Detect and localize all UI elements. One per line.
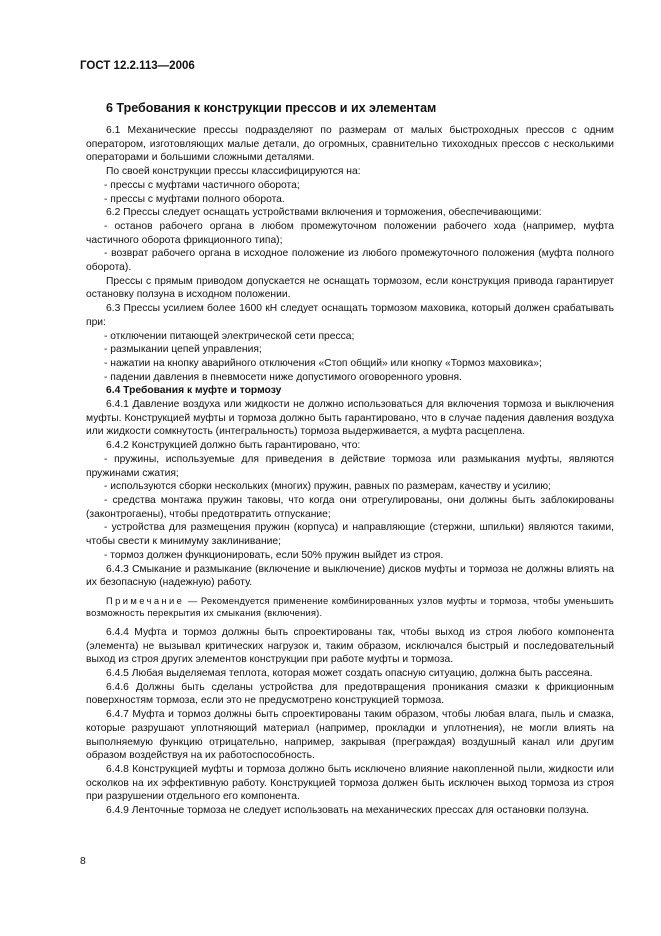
paragraph-6-1: 6.1 Механические прессы подразделяют по размерам от малых быстроходных прессов с одним оператором, изготовляющих малые детали, до огромных, сравнительно тихоходных прессов с несколькими операторами и большими сложными деталями. [86, 125, 614, 164]
subsection-title-6-4: 6.4 Требования к муфте и тормозу [106, 385, 282, 397]
page-number: 8 [80, 856, 86, 867]
paragraph-6-2-direct-drive: Прессы с прямым приводом допускается не оснащать тормозом, если конструкция привода гарантирует остановку ползуна в исходном положении. [86, 275, 614, 301]
note-text: — Рекомендуется применение комбинированных узлов муфты и тормоза, чтобы уменьшить возможность перекрытия их смыкания (включения). [86, 594, 614, 619]
list-item: - средства монтажа пружин таковы, что когда они отрегулированы, они должны быть заблокированы (законтрогаены), чтобы предотвратить отпускание; [86, 494, 614, 520]
section-title: 6 Требования к конструкции прессов и их элементам [106, 101, 437, 115]
document-header: ГОСТ 12.2.113—2006 [80, 60, 195, 72]
paragraph-6-4-7: 6.4.7 Муфта и тормоз должны быть спроектированы таким образом, чтобы любая влага, пыль и смазка, которые разрушают уплотняющий материал (например, прокладки и уплотнения), не могли влиять на выполняемую функцию отрицательно, например, закрывая (преграждая) воздушный канал или другим образом воздействуя на их работоспособность. [86, 709, 614, 762]
paragraph-6-4-2: 6.4.2 Конструкцией должно быть гарантировано, что: [106, 440, 361, 452]
list-item: - используются сборки нескольких (многих) пружин, равных по размерам, качеству и усилию; [104, 481, 552, 493]
list-item: - нажатии на кнопку аварийного отключения «Стоп общий» или кнопку «Тормоз маховика»; [104, 357, 542, 369]
paragraph-6-4-3: 6.4.3 Смыкание и размыкание (включение и выключение) дисков муфты и тормоза не должны влиять на их безопасную (надежную) работу. [86, 563, 614, 589]
list-item: - тормоз должен функционировать, если 50% пружин выйдет из строя. [104, 549, 444, 561]
note-label: Примечание [106, 594, 185, 606]
list-item: - размыкании цепей управления; [104, 344, 262, 356]
paragraph-6-4-6: 6.4.6 Должны быть сделаны устройства для предотвращения проникания смазки к фрикционным поверхностям тормоза, если это не предусмотрено конструкцией тормоза. [86, 681, 614, 707]
list-item: - останов рабочего органа в любом промежуточном положении рабочего хода (например, муфта частичного оборота фрикционного типа); [86, 220, 614, 246]
list-item: - устройства для размещения пружин (корпуса) и направляющие (стержни, шпильки) являются такими, чтобы свести к минимуму заклинивание; [86, 522, 614, 548]
list-item: - пружины, используемые для приведения в действие тормоза или размыкания муфты, являются пружинами сжатия; [86, 453, 614, 479]
paragraph-6-4-4: 6.4.4 Муфта и тормоз должны быть спроектированы так, чтобы выход из строя любого компонента (элемента) не вызывал критических нагрузок и, таким образом, исключался быстрый и последовательный выход из строя других элементов конструкции при работе муфты и тормоза. [86, 626, 614, 666]
paragraph-6-1-classification: По своей конструкции прессы классифицируются на: [106, 166, 361, 178]
list-item: - отключении питающей электрической сети пресса; [104, 330, 355, 342]
paragraph-6-4-8: 6.4.8 Конструкцией муфты и тормоза должно быть исключено влияние накопленной пыли, жидкости или осколков на их эффективную работу. Конструкцией тормоза должен быть исключен выход тормоза из строя при разрушении отдельного его компонента. [86, 763, 614, 803]
paragraph-6-4-5: 6.4.5 Любая выделяемая теплота, которая может создать опасную ситуацию, должна быть рассеяна. [106, 668, 593, 680]
paragraph-6-4-9: 6.4.9 Ленточные тормоза не следует использовать на механических прессах для остановки ползуна. [106, 805, 589, 817]
list-item: - прессы с муфтами частичного оборота; [104, 179, 300, 191]
list-item: - прессы с муфтами полного оборота. [104, 193, 285, 205]
note [86, 595, 614, 620]
paragraph-6-2: 6.2 Прессы следует оснащать устройствами включения и торможения, обеспечивающими: [106, 207, 542, 219]
list-item: - возврат рабочего органа в исходное положение из любого промежуточного положения (муфта полного оборота). [86, 248, 614, 274]
paragraph-6-3: 6.3 Прессы усилием более 1600 кН следует оснащать тормозом маховика, который должен срабатывать при: [86, 303, 614, 328]
paragraph-6-4-1: 6.4.1 Давление воздуха или жидкости не должно использоваться для включения тормоза и выключения муфты. Конструкцией муфты и тормоза должно быть гарантировано, что в случае падения давления воздуха или жидкости сомкнутость (интегральность) тормоза выдерживается, а муфта расцеплена. [86, 399, 614, 438]
list-item: - падении давления в пневмосети ниже допустимого оговоренного уровня. [104, 371, 462, 383]
page-body [86, 100, 614, 818]
